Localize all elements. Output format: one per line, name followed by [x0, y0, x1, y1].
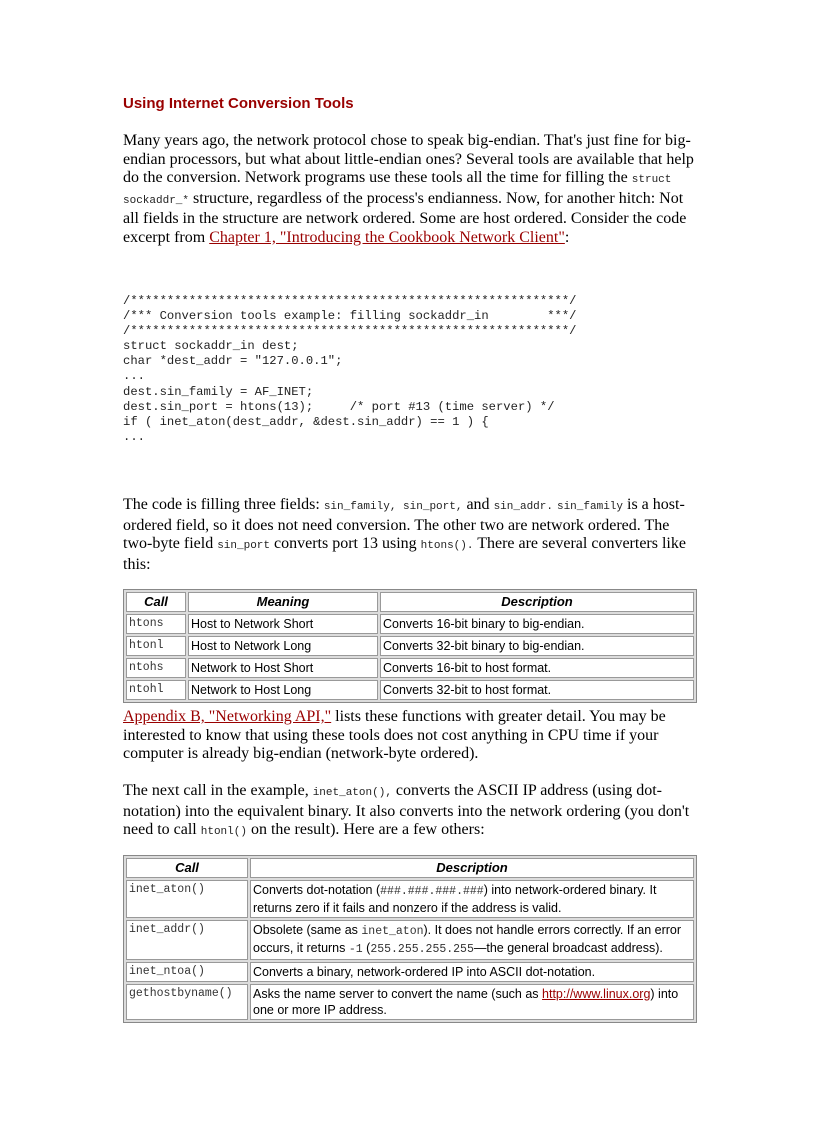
appendix-b-link[interactable]: Appendix B, "Networking API,"	[123, 708, 332, 725]
inline-code: struct sockaddr_*	[123, 174, 672, 207]
inline-code: ###.###.###.###	[380, 885, 484, 898]
column-header-call: Call	[126, 858, 248, 878]
table-row	[126, 658, 694, 678]
table-row	[126, 962, 694, 982]
call-cell: ntohs	[126, 658, 186, 678]
table-row	[126, 920, 694, 960]
table-header-row	[126, 858, 694, 878]
chapter-1-link[interactable]: Chapter 1, "Introducing the Cookbook Network Client"	[209, 228, 565, 246]
column-header-description: Description	[250, 858, 694, 878]
table-row	[126, 880, 694, 918]
description-cell: Asks the name server to convert the name (such as http://www.linux.org) into one or more IP address.	[250, 984, 694, 1020]
description-cell: Converts 16-bit binary to big-endian.	[380, 614, 694, 634]
inline-code: inet_aton	[361, 925, 424, 938]
inline-code: 255.255.255.255	[370, 943, 474, 956]
inline-code: sin_port	[217, 540, 271, 553]
inline-code: htons().	[420, 540, 474, 553]
linux-org-link[interactable]: http://www.linux.org	[542, 987, 651, 1001]
intro-paragraph: Many years ago, the network protocol chose to speak big-endian. That's just fine for big-endian processors, but what about little-endian ones? Several tools are available that help do the conversion. Network programs use these tools all the time for filling the struct sockaddr_* structure, regardless of the process's endianness. Now, for another hitch: Not all fields in the structure are network ordered. Some are host ordered. Consider the code excerpt from Chapter 1, "Introducing the Cookbook Network Client":	[123, 132, 694, 246]
meaning-cell: Host to Network Long	[188, 636, 378, 656]
call-cell: ntohl	[126, 680, 186, 700]
call-cell: htonl	[126, 636, 186, 656]
table-header-row	[126, 592, 694, 612]
column-header-call: Call	[126, 592, 186, 612]
meaning-cell: Network to Host Short	[188, 658, 378, 678]
meaning-cell: Host to Network Short	[188, 614, 378, 634]
table-row	[126, 614, 694, 634]
fields-paragraph: The code is filling three fields: sin_family, sin_port, and sin_addr. sin_family is a host-ordered field, so it does not need conversion. The other two are network ordered. The two-byte field sin_port converts port 13 using htons(). There are several converters like this:	[123, 496, 686, 573]
table-row	[126, 636, 694, 656]
table-row	[126, 680, 694, 700]
converters-table	[123, 589, 697, 703]
inline-code: -1	[348, 943, 363, 956]
inline-code: sin_family, sin_port,	[323, 501, 463, 513]
appendix-paragraph: Appendix B, "Networking API," lists these functions with greater detail. You may be interested to know that using these tools does not cost anything in CPU time if your computer is already big-endian (network-byte ordered).	[123, 708, 666, 763]
description-cell: Converts a binary, network-ordered IP into ASCII dot-notation.	[250, 962, 694, 982]
call-cell: inet_ntoa()	[126, 962, 248, 982]
description-cell: Obsolete (same as inet_aton). It does not handle errors correctly. If an error occurs, it returns -1 (255.255.255.255—the general broadcast address).	[250, 920, 694, 960]
code-listing: /************************************************************/ /*** Conversion tools example: filling sockaddr_in ***/ /************************************************************/ struct sockaddr_in dest; char *dest_addr = "127.0.0.1"; ... dest.sin_family = AF_INET; dest.sin_port = htons(13); /* port #13 (time server) */ if ( inet_aton(dest_addr, &dest.sin_addr) == 1 ) { ...	[123, 294, 577, 444]
call-cell: gethostbyname()	[126, 984, 248, 1020]
meaning-cell: Network to Host Long	[188, 680, 378, 700]
call-cell: htons	[126, 614, 186, 634]
call-cell: inet_addr()	[126, 920, 248, 960]
inline-code: htonl()	[200, 826, 247, 839]
column-header-meaning: Meaning	[188, 592, 378, 612]
section-title: Using Internet Conversion Tools	[123, 95, 354, 112]
inline-code: sin_addr.	[493, 501, 553, 513]
address-calls-table	[123, 855, 697, 1023]
description-cell: Converts 16-bit to host format.	[380, 658, 694, 678]
table-row	[126, 984, 694, 1020]
description-cell: Converts 32-bit to host format.	[380, 680, 694, 700]
description-cell: Converts dot-notation (###.###.###.###) into network-ordered binary. It returns zero if it fails and nonzero if the address is valid.	[250, 880, 694, 918]
inline-code: inet_aton(),	[312, 787, 392, 799]
call-cell: inet_aton()	[126, 880, 248, 918]
column-header-description: Description	[380, 592, 694, 612]
inline-code: sin_family	[556, 501, 623, 513]
description-cell: Converts 32-bit binary to big-endian.	[380, 636, 694, 656]
next-call-paragraph: The next call in the example, inet_aton(), converts the ASCII IP address (using dot-notation) into the equivalent binary. It also converts into the network ordering (you don't need to call htonl() on the result). Here are a few others:	[123, 782, 690, 839]
